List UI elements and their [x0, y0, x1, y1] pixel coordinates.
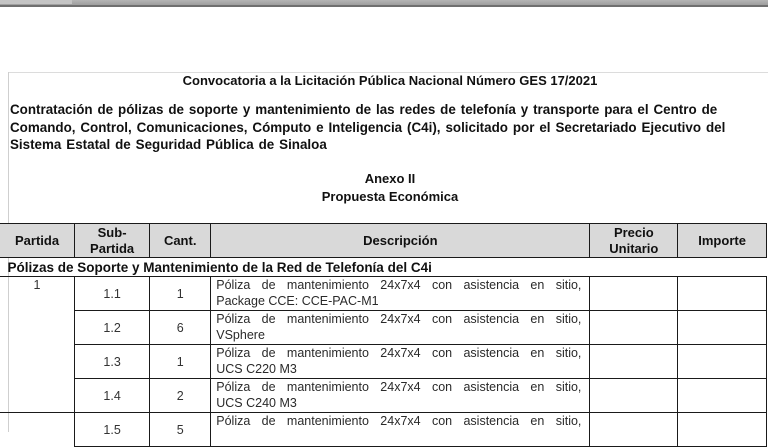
- precio-unitario-cell: [590, 413, 678, 447]
- descripcion-cell: [211, 311, 590, 345]
- descripcion-cell: [211, 277, 590, 311]
- descripcion-line1: Póliza de mantenimiento 24x7x4 con asistencia en sitio,: [216, 278, 582, 292]
- top-bar-segment: [0, 0, 72, 4]
- descripcion-line1: Póliza de mantenimiento 24x7x4 con asistencia en sitio,: [216, 380, 582, 394]
- precio-unitario-cell: [590, 379, 678, 413]
- descripcion-line1: Póliza de mantenimiento 24x7x4 con asistencia en sitio,: [216, 414, 582, 428]
- table-row: [0, 413, 767, 447]
- economic-proposal-table: [0, 223, 767, 447]
- partida-cell: 1: [0, 277, 75, 413]
- subtitle-line: Sistema Estatal de Seguridad Pública de Sinaloa: [10, 137, 327, 152]
- header-subpartida-line2: Partida: [90, 240, 135, 256]
- subpartida-cell: 1.4: [75, 379, 150, 413]
- cantidad-cell: 1: [150, 345, 211, 379]
- cantidad-cell: 6: [150, 311, 211, 345]
- header-importe: Importe: [678, 224, 767, 258]
- header-subpartida-line1: Sub-: [97, 224, 127, 240]
- subpartida-cell: 1.5: [75, 413, 150, 447]
- descripcion-line2: VSphere: [216, 327, 265, 342]
- descripcion-cell: [211, 345, 590, 379]
- header-precio-unitario: [590, 224, 678, 258]
- cantidad-cell: 1: [150, 277, 211, 311]
- header-subpartida: [75, 224, 150, 258]
- window-top-bar: [0, 0, 768, 7]
- annex-heading: [0, 170, 768, 205]
- table-row: [0, 311, 767, 345]
- descripcion-line1: Póliza de mantenimiento 24x7x4 con asistencia en sitio,: [216, 312, 582, 326]
- header-precio-line1: Precio: [613, 224, 654, 240]
- descripcion-cell: [211, 413, 590, 447]
- header-precio-line2: Unitario: [609, 240, 659, 256]
- table-row: [0, 277, 767, 311]
- importe-cell: [678, 311, 767, 345]
- section-title: Pólizas de Soporte y Mantenimiento de la Red de Telefonía del C4i: [0, 258, 767, 277]
- descripcion-line1: Póliza de mantenimiento 24x7x4 con asistencia en sitio,: [216, 346, 582, 360]
- descripcion-line2: Package CCE: CCE-PAC-M1: [216, 293, 379, 308]
- cantidad-cell: 2: [150, 379, 211, 413]
- descripcion-cell: [211, 379, 590, 413]
- annex-subtitle: Propuesta Económica: [321, 188, 459, 204]
- importe-cell: [678, 345, 767, 379]
- cantidad-cell: 5: [150, 413, 211, 447]
- subpartida-cell: 1.3: [75, 345, 150, 379]
- table-row: [0, 379, 767, 413]
- header-descripcion: Descripción: [211, 224, 590, 258]
- section-row: [0, 258, 767, 277]
- header-cantidad: Cant.: [150, 224, 211, 258]
- partida-cell: [0, 413, 75, 447]
- subtitle-line: Contratación de pólizas de soporte y mantenimiento de las redes de telefonía y transporte para el Centro de: [10, 102, 718, 117]
- descripcion-line2: UCS C240 M3: [216, 395, 297, 410]
- precio-unitario-cell: [590, 277, 678, 311]
- importe-cell: [678, 413, 767, 447]
- precio-unitario-cell: [590, 345, 678, 379]
- table-header-row: [0, 224, 767, 258]
- importe-cell: [678, 379, 767, 413]
- precio-unitario-cell: [590, 311, 678, 345]
- annex-title: Anexo II: [364, 171, 416, 186]
- document-title: Convocatoria a la Licitación Pública Nacional Número GES 17/2021: [182, 73, 598, 88]
- header-partida: Partida: [0, 224, 75, 258]
- descripcion-line2: UCS C220 M3: [216, 361, 297, 376]
- subtitle-line: Comando, Control, Comunicaciones, Cómputo e Inteligencia (C4i), solicitado por el Secretariado Ejecutivo del: [10, 119, 726, 135]
- table-row: [0, 345, 767, 379]
- importe-cell: [678, 277, 767, 311]
- subpartida-cell: 1.1: [75, 277, 150, 311]
- document-subtitle: [10, 101, 768, 154]
- subpartida-cell: 1.2: [75, 311, 150, 345]
